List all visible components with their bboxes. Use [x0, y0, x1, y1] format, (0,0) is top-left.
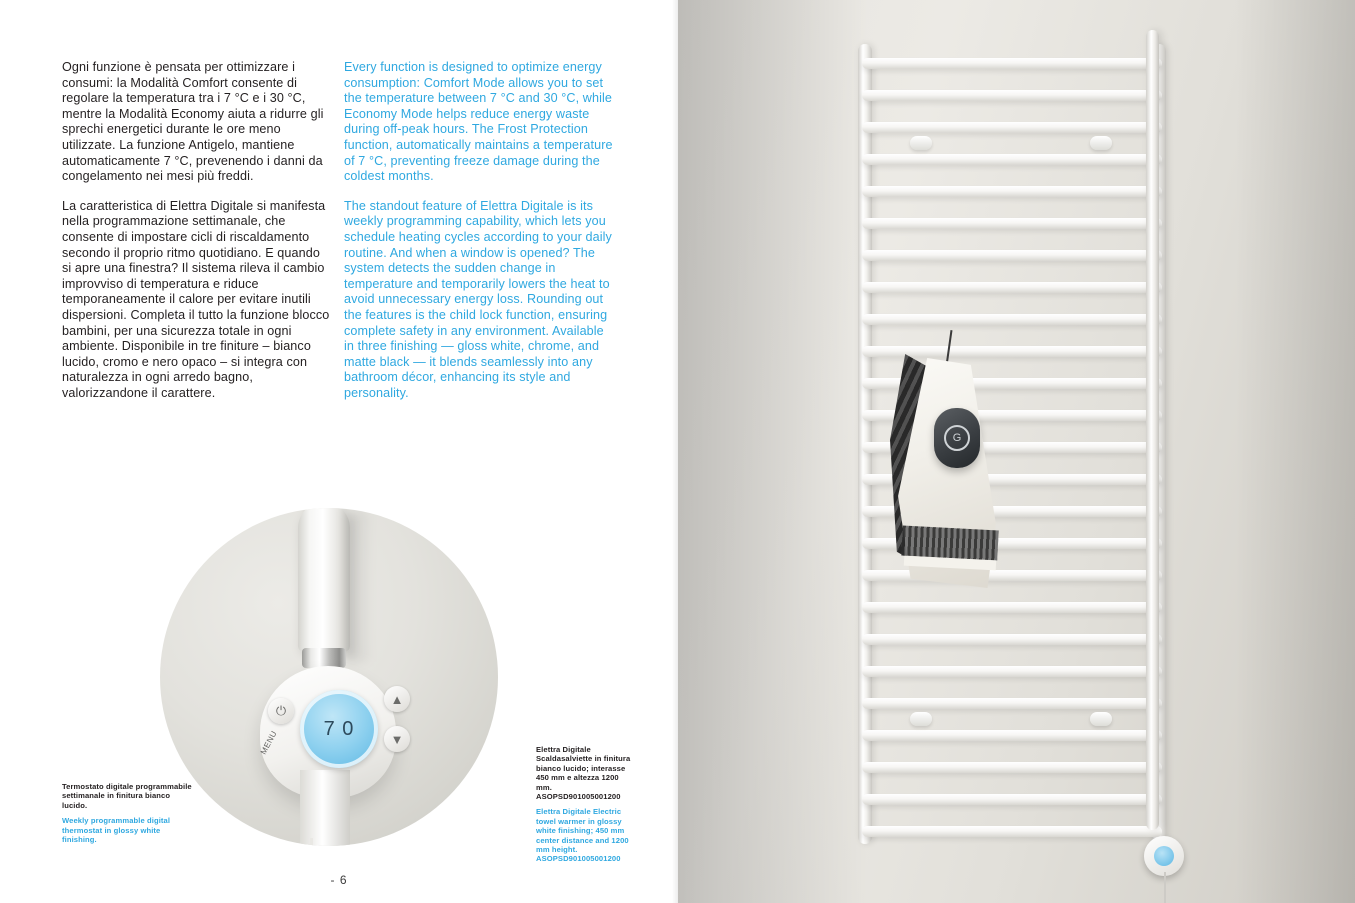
hanging-towel — [890, 330, 1010, 595]
radiator-thermostat — [1144, 836, 1184, 876]
caption-thermostat — [62, 782, 192, 844]
caption-product-italian: Elettra Digitale Scaldasalviette in finitura bianco lucido; interasse 450 mm e altezza 1200 mm. — [536, 745, 631, 792]
product-tag — [934, 408, 980, 468]
caption-thermostat-italian: Termostato digitale programmabile settimanale in finitura bianco lucido. — [62, 782, 192, 810]
page-gutter — [672, 0, 678, 903]
caption-product-english-code: ASOPSD901005001200 — [536, 854, 621, 864]
radiator-tube — [298, 508, 350, 652]
wall-shadow-right — [1235, 0, 1355, 903]
radiator-power-cord — [1164, 872, 1166, 903]
vertical-side-rail — [1146, 30, 1159, 830]
power-cable — [310, 838, 313, 846]
english-paragraph-1: Every function is designed to optimize energy consumption: Comfort Mode allows you to set the temperature between 7 °C and 30 °C, while Economy Mode helps reduce energy waste during off-peak hours. The Frost Protection function, automatically maintains a temperature of 7 °C, preventing freeze damage during the coldest months. — [344, 60, 613, 184]
italian-paragraph-2: La caratteristica di Elettra Digitale si manifesta nella programmazione settimanale, che consente di impostare cicli di riscaldamento secondo il proprio ritmo quotidiano. E quando si apre una finestra? Il sistema rileva il cambio improvviso di temperatura e riduce temporaneamente il calore per evitare inutili dispersioni. Completa il tutto la funzione blocco bambini, per una sicurezza totale in ogni ambiente. Disponibile in tre finiture – bianco lucido, cromo e nero opaco – si integra con naturalezza in ogni arredo bagno, valorizzandone il carattere. — [62, 198, 330, 400]
brand-logo-icon: G — [944, 425, 970, 451]
thermostat-detail-photo — [160, 508, 498, 846]
tube-shadow — [346, 512, 372, 662]
caption-thermostat-english: Weekly programmable digital thermostat in glossy white finishing. — [62, 816, 171, 845]
caption-product-english: Elettra Digitale Electric towel warmer in glossy white finishing; 450 mm center distance and 1200 mm height. — [536, 807, 629, 855]
page-number: - 6 — [330, 873, 348, 887]
italian-text-column — [62, 60, 330, 415]
menu-label: MENU — [258, 729, 279, 756]
hanging-wire — [946, 330, 953, 366]
italian-paragraph-1: Ogni funzione è pensata per ottimizzare i consumi: la Modalità Comfort consente di regolare la temperatura tra i 7 °C e i 30 °C, mentre la Modalità Economy aiuta a ridurre gli sprechi energetici durante le ore meno utilizzate. La funzione Antigelo, mantiene automaticamente 7 °C, prevenendo i danni da congelamento nei mesi più freddi. — [62, 60, 324, 184]
decrease-button[interactable] — [384, 726, 410, 752]
display-temperature: 7 0 — [323, 717, 355, 740]
thermostat-display — [300, 690, 378, 768]
chevron-down-icon: ▼ — [390, 731, 404, 747]
product-photo — [678, 0, 1355, 903]
caption-product — [536, 745, 632, 864]
wall-shadow-left — [678, 0, 868, 903]
power-button[interactable] — [268, 698, 294, 724]
thermostat-screen-icon — [1154, 846, 1174, 866]
english-text-column — [344, 60, 616, 415]
increase-button[interactable] — [384, 686, 410, 712]
english-paragraph-2: The standout feature of Elettra Digitale is its weekly programming capability, which lets you schedule heating cycles according to your daily routine. And when a window is opened? The system detects the sudden change in temperature and temporarily lowers the heat to avoid unnecessary energy loss. Rounding out the features is the child lock function, ensuring complete safety in any environment. Available in three finishing — gloss white, chrome, and matte black — it blends seamlessly into any bathroom décor, enhancing its style and personality. — [344, 198, 612, 400]
chevron-up-icon: ▲ — [390, 691, 404, 707]
power-icon: ⏻ — [275, 703, 287, 718]
chrome-ring — [302, 648, 346, 668]
caption-product-italian-code: ASOPSD901005001200 — [536, 792, 621, 802]
thermostat-stem — [300, 770, 350, 846]
